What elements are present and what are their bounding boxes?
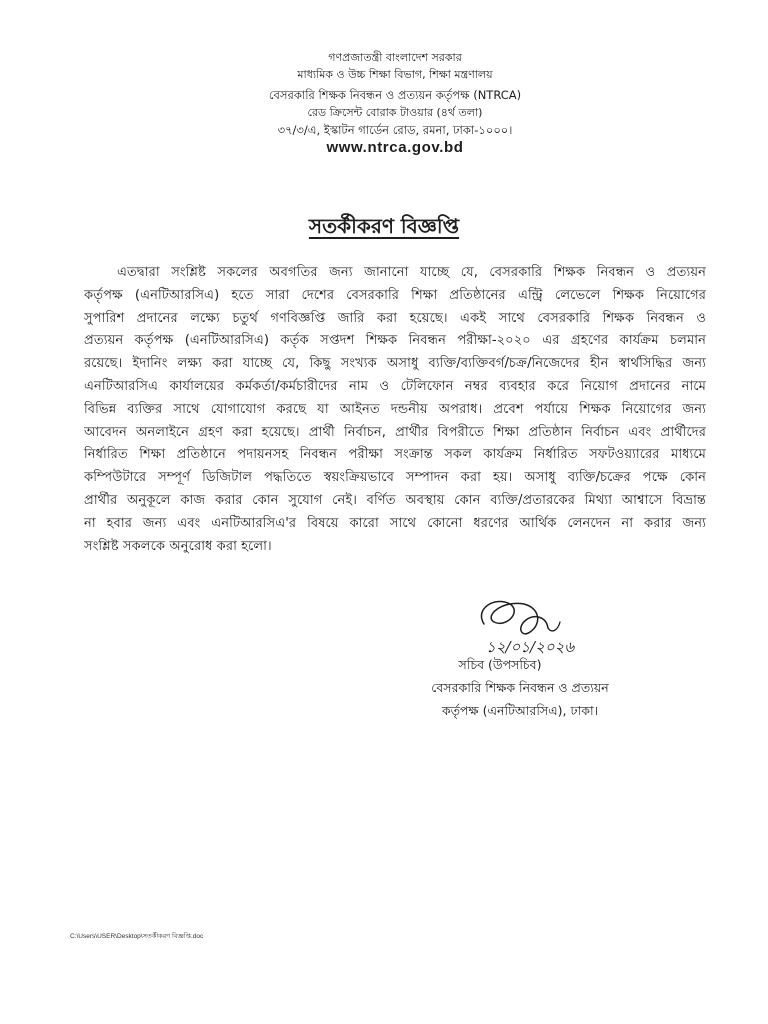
body-line: বিভিন্ন ব্যক্তির সাথে যোগাযোগ করছে যা আইনত দন্ডনীয় অপরাধ। প্রবেশ পর্যায়ে শিক্ষক নিয়োগের জন্য [84, 401, 706, 417]
notice-title: সতর্কীকরণ বিজ্ঞপ্তি [308, 214, 460, 238]
body-line: কর্তৃপক্ষ (এনটিআরসিএ) হতে সারা দেশের বেসরকারি শিক্ষা প্রতিষ্ঠানের এন্ট্রি লেভেলে শিক্ষক নিয়োগের [84, 287, 706, 303]
body-line: কম্পিউটারে সম্পূর্ণ ডিজিটাল পদ্ধতিতে স্বয়ংক্রিয়ভাবে সম্পাদন করা হয়। অসাধু ব্যক্তি/চক্রের পক্ষে কোন [84, 470, 706, 486]
body-line: নির্ধারিত শিক্ষা প্রতিষ্ঠানে পদায়নসহ নিবন্ধন পরীক্ষা সংক্রান্ত সকল কার্যক্রম নির্ধারিত সফটওয়্যারের মাধ্যমে [84, 447, 706, 463]
body-line: আবেদন অনলাইনে গ্রহণ করা হয়েছে। প্রার্থী নির্বাচন, প্রার্থীর বিপরীতে শিক্ষা প্রতিষ্ঠান নির্বাচন এবং প্রার্থীদের [84, 424, 706, 440]
header-website: www.ntrca.gov.bd [326, 139, 464, 156]
header-government-name: গণপ্রজাতন্ত্রী বাংলাদেশ সরকার [328, 51, 462, 64]
signatory-office-line1: বেসরকারি শিক্ষক নিবন্ধন ও প্রত্যয়ন [431, 680, 609, 695]
body-line: রয়েছে। ইদানিং লক্ষ্য করা যাচ্ছে যে, কিছু সংখ্যক অসাধু ব্যক্তি/ব্যক্তিবর্গ/চক্র/নিজেদের হীন স্বার্থসিদ্ধির জন্য [84, 356, 706, 372]
handwritten-signature [462, 594, 622, 660]
body-line: সুপারিশ প্রদানের লক্ষ্যে চতুর্থ গণবিজ্ঞপ্তি জারি করা হয়েছে। একই সাথে বেসরকারি শিক্ষক নিবন্ধন ও [84, 310, 706, 326]
header-ministry: মাধ্যমিক ও উচ্চ শিক্ষা বিভাগ, শিক্ষা মন্ত্রণালয় [297, 68, 493, 81]
body-line: না হবার জন্য এবং এনটিআরসিএ'র বিষয়ে কারো সাথে কোনো ধরণের আর্থিক লেনদেন না করার জন্য [84, 515, 706, 531]
footer-file-path: C:\Users\USER\Desktop\সতর্কীকরণ বিজ্ঞপ্তি.doc [70, 933, 204, 940]
body-line: প্রার্থীর অনুকূলে কাজ করার কোন সুযোগ নেই। বর্ণিত অবস্থায় কোন ব্যক্তি/প্রতারকের মিথ্যা আশ্বাসে বিভ্রান্ত [84, 492, 706, 508]
body-line: এতদ্বারা সংশ্লিষ্ট সকলের অবগতির জন্য জানানো যাচ্ছে যে, বেসরকারি শিক্ষক নিবন্ধন ও প্রত্যয়ন [117, 265, 706, 280]
notice-body [84, 262, 706, 558]
signatory-office-line2: কর্তৃপক্ষ (এনটিআরসিএ), ঢাকা। [441, 703, 599, 718]
body-line: প্রত্যয়ন কর্তৃপক্ষ (এনটিআরসিএ) কর্তৃক সপ্তদশ শিক্ষক নিবন্ধন পরীক্ষা-২০২০ এর গ্রহণের কার্যক্রম চলমান [84, 333, 706, 349]
body-line: এনটিআরসিএ কার্যালয়ের কর্মকর্তা/কর্মচারীদের নাম ও টেলিফোন নম্বর ব্যবহার করে নিয়োগ প্রদানের নামে [84, 378, 706, 394]
signature-date: ১২/০১/২০২৬ [486, 638, 575, 656]
header-authority: বেসরকারি শিক্ষক নিবন্ধন ও প্রত্যয়ন কর্তৃপক্ষ (NTRCA) [268, 88, 522, 102]
body-line: সংশ্লিষ্ট সকলকে অনুরোধ করা হলো। [84, 538, 272, 554]
header-building: রেড ক্রিসেন্ট বোরাক টাওয়ার (৪র্থ তলা) [307, 106, 483, 119]
signatory-designation: সচিব (উপসচিব) [458, 657, 542, 672]
header-address: ৩৭/৩/এ, ইস্কাটন গার্ডেন রোড, রমনা, ঢাকা-১০০০। [277, 123, 513, 137]
